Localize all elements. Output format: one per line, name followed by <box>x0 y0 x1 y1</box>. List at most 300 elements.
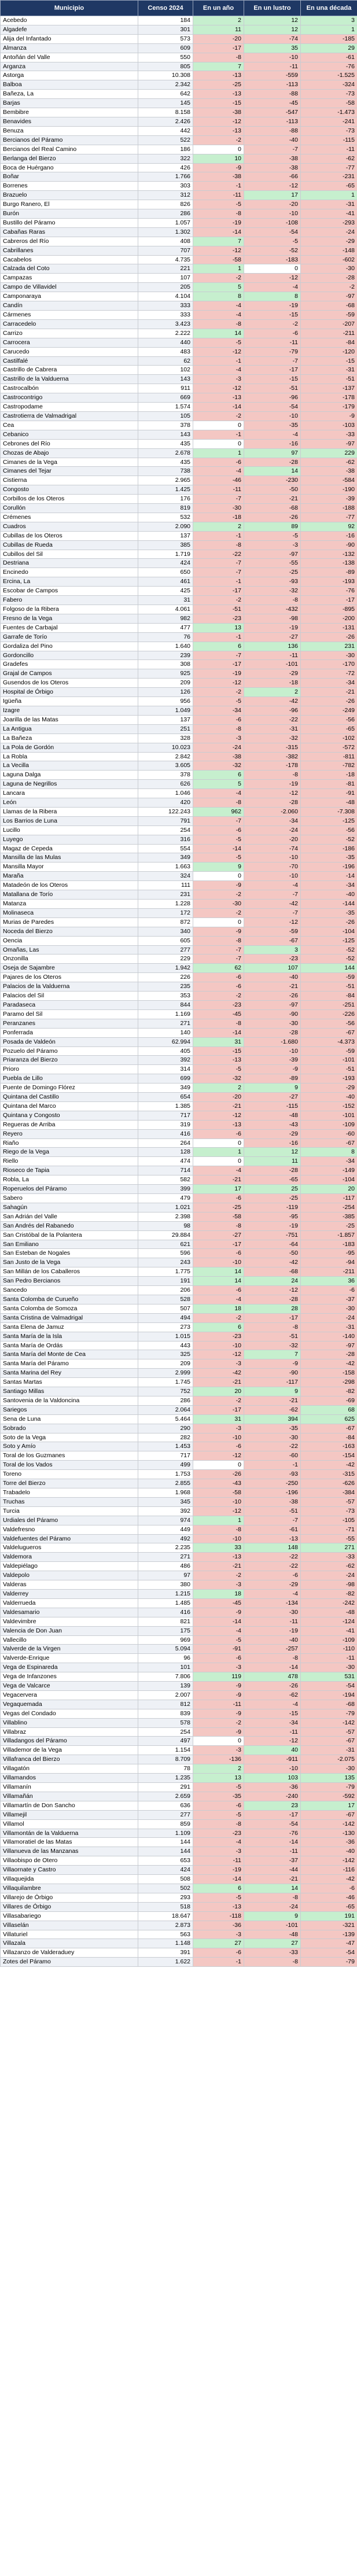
cell-anio: -9 <box>193 881 244 890</box>
cell-censo: 502 <box>138 1884 193 1893</box>
cell-municipio: Vallecillo <box>1 1635 138 1645</box>
cell-censo: 328 <box>138 734 193 743</box>
cell-anio: -23 <box>193 1829 244 1838</box>
cell-anio: -17 <box>193 1240 244 1249</box>
cell-municipio: Fuentes de Carbajal <box>1 623 138 632</box>
cell-lustro: -96 <box>244 706 301 715</box>
table-row <box>1 816 357 826</box>
cell-anio: -45 <box>193 1598 244 1608</box>
table-row <box>1 798 357 808</box>
header-municipio[interactable]: Municipio <box>1 1 138 16</box>
cell-lustro: -10 <box>244 1046 301 1056</box>
cell-municipio: Laguna Dalga <box>1 771 138 780</box>
cell-decada: -84 <box>301 1433 357 1442</box>
table-row <box>1 53 357 62</box>
cell-decada: -54 <box>301 1682 357 1691</box>
cell-lustro: -24 <box>244 826 301 835</box>
cell-municipio: Escobar de Campos <box>1 587 138 596</box>
cell-decada: -251 <box>301 1000 357 1009</box>
table-row <box>1 1341 357 1350</box>
table-row <box>1 992 357 1001</box>
cell-decada: -62 <box>301 458 357 467</box>
cell-decada: -298 <box>301 1378 357 1387</box>
cell-municipio: Matallana de Torío <box>1 890 138 900</box>
cell-lustro: -11 <box>244 1617 301 1626</box>
cell-lustro: -32 <box>244 587 301 596</box>
cell-anio: -8 <box>193 936 244 945</box>
cell-lustro: -20 <box>244 200 301 209</box>
cell-decada: -137 <box>301 384 357 393</box>
cell-anio: -6 <box>193 458 244 467</box>
cell-censo: 1.453 <box>138 1442 193 1451</box>
cell-municipio: Villamol <box>1 1819 138 1829</box>
cell-municipio: Cubillas de Rueda <box>1 540 138 550</box>
table-row <box>1 117 357 126</box>
cell-decada: -56 <box>301 715 357 724</box>
cell-anio: -8 <box>193 540 244 550</box>
cell-municipio: Murias de Paredes <box>1 917 138 927</box>
cell-decada: 625 <box>301 1414 357 1424</box>
cell-lustro: 7 <box>244 1350 301 1359</box>
cell-decada: -82 <box>301 1387 357 1396</box>
cell-censo: 229 <box>138 955 193 964</box>
cell-decada: 29 <box>301 43 357 53</box>
table-row <box>1 1589 357 1598</box>
cell-anio: 17 <box>193 1185 244 1194</box>
cell-censo: 752 <box>138 1387 193 1396</box>
cell-decada: -193 <box>301 577 357 587</box>
cell-decada: -34 <box>301 679 357 688</box>
cell-anio: -8 <box>193 1819 244 1829</box>
cell-decada: -109 <box>301 1120 357 1129</box>
cell-anio: -10 <box>193 1497 244 1506</box>
cell-censo: 1.109 <box>138 1829 193 1838</box>
cell-lustro: -24 <box>244 1902 301 1911</box>
table-row <box>1 1240 357 1249</box>
cell-censo: 844 <box>138 1000 193 1009</box>
table-row <box>1 99 357 108</box>
cell-decada: -131 <box>301 623 357 632</box>
cell-censo: 420 <box>138 798 193 808</box>
cell-lustro: -67 <box>244 936 301 945</box>
cell-lustro: -38 <box>244 163 301 172</box>
cell-lustro: -21 <box>244 1396 301 1405</box>
table-row <box>1 90 357 99</box>
table-row <box>1 1801 357 1810</box>
cell-anio: -4 <box>193 1838 244 1847</box>
cell-anio: 6 <box>193 1884 244 1893</box>
cell-lustro: -4 <box>244 430 301 439</box>
cell-censo: 3.423 <box>138 319 193 329</box>
header-en-un-lustro[interactable]: En un lustro <box>244 1 301 16</box>
cell-municipio: Valdefresno <box>1 1525 138 1534</box>
cell-municipio: Boca de Huérgano <box>1 163 138 172</box>
cell-lustro: -38 <box>244 1497 301 1506</box>
cell-anio: -6 <box>193 1801 244 1810</box>
cell-decada: -7.308 <box>301 807 357 816</box>
cell-anio: -12 <box>193 246 244 255</box>
cell-municipio: Gordaliza del Pino <box>1 642 138 651</box>
table-row <box>1 1930 357 1939</box>
cell-lustro: -14 <box>244 1663 301 1672</box>
cell-censo: 1.021 <box>138 1203 193 1212</box>
cell-lustro: -21 <box>244 495 301 504</box>
table-row <box>1 1028 357 1037</box>
cell-decada: -178 <box>301 393 357 403</box>
table-row <box>1 1249 357 1258</box>
cell-censo: 308 <box>138 660 193 669</box>
cell-municipio: Luyego <box>1 835 138 844</box>
cell-lustro: -7 <box>244 890 301 900</box>
cell-lustro: -27 <box>244 1093 301 1102</box>
cell-municipio: Carrocera <box>1 338 138 347</box>
cell-censo: 442 <box>138 126 193 135</box>
cell-lustro: -11 <box>244 338 301 347</box>
cell-municipio: Gradefes <box>1 660 138 669</box>
table-row <box>1 513 357 522</box>
cell-anio: -7 <box>193 945 244 955</box>
cell-anio: -25 <box>193 80 244 90</box>
cell-decada: -68 <box>301 1700 357 1709</box>
cell-decada: -59 <box>301 311 357 320</box>
cell-lustro: -17 <box>244 1313 301 1322</box>
cell-censo: 254 <box>138 1727 193 1737</box>
cell-censo: 205 <box>138 283 193 292</box>
cell-anio: -7 <box>193 816 244 826</box>
cell-municipio: Omañas, Las <box>1 945 138 955</box>
cell-anio: -9 <box>193 163 244 172</box>
cell-decada: -26 <box>301 917 357 927</box>
cell-censo: 911 <box>138 384 193 393</box>
cell-censo: 399 <box>138 1185 193 1194</box>
cell-lustro: -51 <box>244 1506 301 1516</box>
cell-decada: 1 <box>301 25 357 34</box>
cell-anio: -23 <box>193 614 244 623</box>
cell-lustro: -20 <box>244 835 301 844</box>
table-row <box>1 1737 357 1746</box>
cell-censo: 206 <box>138 1286 193 1295</box>
cell-censo: 717 <box>138 1111 193 1120</box>
cell-decada: -584 <box>301 476 357 485</box>
table-row <box>1 1479 357 1488</box>
cell-censo: 528 <box>138 1295 193 1304</box>
cell-municipio: Puente de Domingo Flórez <box>1 1084 138 1093</box>
cell-anio: 14 <box>193 1277 244 1286</box>
cell-censo: 4.061 <box>138 605 193 614</box>
cell-anio: -17 <box>193 43 244 53</box>
cell-anio: -13 <box>193 90 244 99</box>
cell-decada: -97 <box>301 439 357 448</box>
cell-lustro: 12 <box>244 25 301 34</box>
cell-censo: 1.228 <box>138 900 193 909</box>
cell-decada: -84 <box>301 992 357 1001</box>
cell-lustro: -25 <box>244 568 301 577</box>
cell-lustro: -22 <box>244 1562 301 1571</box>
cell-lustro: -96 <box>244 393 301 403</box>
cell-municipio: Sobrado <box>1 1424 138 1433</box>
table-row <box>1 771 357 780</box>
cell-municipio: Lancara <box>1 789 138 798</box>
cell-decada: -144 <box>301 900 357 909</box>
cell-municipio: Cimanes de la Vega <box>1 458 138 467</box>
cell-anio: -9 <box>193 927 244 936</box>
cell-municipio: Riello <box>1 1157 138 1166</box>
cell-decada: -48 <box>301 798 357 808</box>
cell-anio: -2 <box>193 890 244 900</box>
cell-anio: -19 <box>193 669 244 679</box>
cell-municipio: Cebanico <box>1 430 138 439</box>
table-row <box>1 559 357 568</box>
cell-lustro: 12 <box>244 1148 301 1157</box>
table-row <box>1 1148 357 1157</box>
table-row <box>1 1000 357 1009</box>
cell-decada: -15 <box>301 356 357 366</box>
cell-decada: -158 <box>301 1369 357 1378</box>
cell-lustro: -10 <box>244 1764 301 1774</box>
cell-municipio: Grajal de Campos <box>1 669 138 679</box>
cell-decada: -24 <box>301 1571 357 1580</box>
header-censo-2024[interactable]: Censo 2024 <box>138 1 193 16</box>
cell-decada: -26 <box>301 632 357 642</box>
cell-municipio: Villazanzo de Valderaduey <box>1 1948 138 1958</box>
cell-decada: 8 <box>301 1148 357 1157</box>
cell-decada: -116 <box>301 1866 357 1875</box>
cell-municipio: Mansilla Mayor <box>1 863 138 872</box>
table-row <box>1 34 357 43</box>
table-row <box>1 752 357 761</box>
cell-lustro: 35 <box>244 43 301 53</box>
cell-anio: -20 <box>193 34 244 43</box>
table-row <box>1 1764 357 1774</box>
cell-lustro: -90 <box>244 1009 301 1019</box>
cell-lustro: -7 <box>244 1516 301 1525</box>
cell-municipio: Palacios de la Valduerna <box>1 982 138 992</box>
cell-municipio: Villaquilambre <box>1 1884 138 1893</box>
cell-municipio: Oseja de Sajambre <box>1 964 138 973</box>
cell-anio: -21 <box>193 1101 244 1111</box>
cell-anio: -12 <box>193 1451 244 1461</box>
cell-decada: -54 <box>301 1948 357 1958</box>
table-row <box>1 1322 357 1332</box>
cell-anio: 119 <box>193 1672 244 1682</box>
cell-lustro: -88 <box>244 90 301 99</box>
cell-censo: 264 <box>138 1138 193 1148</box>
cell-decada: -89 <box>301 568 357 577</box>
cell-anio: 11 <box>193 25 244 34</box>
cell-anio: -24 <box>193 743 244 752</box>
cell-lustro: -43 <box>244 1120 301 1129</box>
cell-municipio: Valverde-Enrique <box>1 1654 138 1663</box>
table-row <box>1 577 357 587</box>
cell-decada: -124 <box>301 1617 357 1626</box>
table-row <box>1 697 357 706</box>
cell-decada: -142 <box>301 1718 357 1727</box>
table-row <box>1 126 357 135</box>
cell-censo: 596 <box>138 1249 193 1258</box>
cell-anio: -3 <box>193 1746 244 1755</box>
cell-anio: -15 <box>193 1046 244 1056</box>
cell-anio: 2 <box>193 1084 244 1093</box>
table-row <box>1 1543 357 1553</box>
cell-censo: 805 <box>138 62 193 71</box>
cell-censo: 2.235 <box>138 1543 193 1553</box>
cell-censo: 144 <box>138 1838 193 1847</box>
cell-anio: -118 <box>193 1911 244 1921</box>
table-row <box>1 724 357 734</box>
cell-decada: -97 <box>301 292 357 301</box>
cell-anio: -5 <box>193 200 244 209</box>
cell-lustro: -51 <box>244 1332 301 1341</box>
cell-anio: 13 <box>193 623 244 632</box>
cell-municipio: Torre del Bierzo <box>1 1479 138 1488</box>
cell-censo: 1.622 <box>138 1958 193 1967</box>
cell-decada: -895 <box>301 605 357 614</box>
cell-decada: -602 <box>301 255 357 264</box>
table-row <box>1 1838 357 1847</box>
cell-decada: -42 <box>301 1875 357 1884</box>
cell-censo: 18.647 <box>138 1911 193 1921</box>
table-row <box>1 743 357 752</box>
cell-censo: 3.605 <box>138 761 193 771</box>
cell-decada: -51 <box>301 982 357 992</box>
cell-municipio: Santovenia de la Valdoncina <box>1 1396 138 1405</box>
cell-anio: -23 <box>193 1332 244 1341</box>
cell-censo: 333 <box>138 301 193 311</box>
cell-municipio: Santa Cristina de Valmadrigal <box>1 1313 138 1322</box>
cell-lustro: -11 <box>244 651 301 660</box>
cell-censo: 1.766 <box>138 172 193 182</box>
cell-censo: 1.169 <box>138 1009 193 1019</box>
cell-lustro: -5 <box>244 237 301 246</box>
cell-decada: -40 <box>301 1093 357 1102</box>
cell-anio: -13 <box>193 126 244 135</box>
cell-anio: 1 <box>193 264 244 274</box>
table-row <box>1 1709 357 1718</box>
cell-lustro: -36 <box>244 1783 301 1792</box>
table-row <box>1 789 357 798</box>
table-row <box>1 1598 357 1608</box>
cell-lustro: -34 <box>244 816 301 826</box>
cell-censo: 251 <box>138 724 193 734</box>
cell-anio: -42 <box>193 1369 244 1378</box>
cell-municipio: Laguna de Negrillos <box>1 780 138 789</box>
cell-lustro: -19 <box>244 1221 301 1230</box>
cell-lustro: -45 <box>244 99 301 108</box>
table-row <box>1 1277 357 1286</box>
cell-decada: 531 <box>301 1672 357 1682</box>
table-row <box>1 651 357 660</box>
cell-lustro: -13 <box>244 1534 301 1543</box>
cell-censo: 1.663 <box>138 863 193 872</box>
cell-censo: 499 <box>138 1461 193 1470</box>
table-row <box>1 283 357 292</box>
cell-censo: 102 <box>138 366 193 375</box>
cell-decada: -110 <box>301 1645 357 1654</box>
cell-censo: 872 <box>138 917 193 927</box>
header-en-un-ano[interactable]: En un año <box>193 1 244 16</box>
cell-censo: 96 <box>138 1654 193 1663</box>
cell-municipio: San Millán de los Caballeros <box>1 1267 138 1277</box>
table-row <box>1 1019 357 1028</box>
cell-decada: -31 <box>301 1746 357 1755</box>
cell-municipio: Magaz de Cepeda <box>1 844 138 853</box>
cell-censo: 2.873 <box>138 1921 193 1930</box>
cell-municipio: Candín <box>1 301 138 311</box>
header-en-una-decada[interactable]: En una década <box>301 1 357 16</box>
cell-decada: -30 <box>301 1304 357 1313</box>
table-row <box>1 1451 357 1461</box>
cell-censo: 494 <box>138 1313 193 1322</box>
cell-anio: -2 <box>193 135 244 145</box>
cell-censo: 1.574 <box>138 403 193 412</box>
cell-lustro: -44 <box>244 1866 301 1875</box>
cell-censo: 443 <box>138 1341 193 1350</box>
cell-municipio: Cármenes <box>1 311 138 320</box>
cell-decada: -47 <box>301 1939 357 1948</box>
cell-lustro: -19 <box>244 1626 301 1635</box>
cell-anio: -22 <box>193 550 244 559</box>
cell-censo: 474 <box>138 1157 193 1166</box>
cell-municipio: Folgoso de la Ribera <box>1 605 138 614</box>
cell-municipio: Santas Martas <box>1 1378 138 1387</box>
cell-municipio: Carracedelo <box>1 319 138 329</box>
cell-municipio: Villagatón <box>1 1764 138 1774</box>
cell-censo: 380 <box>138 1580 193 1590</box>
cell-anio: -12 <box>193 117 244 126</box>
cell-lustro: -2 <box>244 319 301 329</box>
table-row <box>1 1396 357 1405</box>
cell-lustro: -93 <box>244 1470 301 1479</box>
cell-anio: -12 <box>193 384 244 393</box>
cell-anio: 1 <box>193 448 244 458</box>
cell-decada: -16 <box>301 531 357 540</box>
cell-municipio: Gusendos de los Oteros <box>1 679 138 688</box>
cell-anio: 33 <box>193 1543 244 1553</box>
cell-censo: 714 <box>138 1166 193 1175</box>
cell-lustro: -8 <box>244 1958 301 1967</box>
cell-decada: -324 <box>301 80 357 90</box>
cell-municipio: Robla, La <box>1 1175 138 1185</box>
cell-municipio: Toral de los Guzmanes <box>1 1451 138 1461</box>
cell-municipio: La Vecilla <box>1 761 138 771</box>
cell-municipio: Igüeña <box>1 697 138 706</box>
cell-censo: 2.222 <box>138 329 193 338</box>
cell-decada: -34 <box>301 1157 357 1166</box>
cell-decada: -79 <box>301 1958 357 1967</box>
cell-anio: 0 <box>193 872 244 881</box>
cell-municipio: Antoñán del Valle <box>1 53 138 62</box>
cell-municipio: Matanza <box>1 900 138 909</box>
table-row <box>1 1755 357 1764</box>
cell-anio: -6 <box>193 1286 244 1295</box>
cell-censo: 143 <box>138 375 193 384</box>
cell-municipio: Valdepiélago <box>1 1562 138 1571</box>
cell-censo: 1.235 <box>138 1774 193 1783</box>
cell-decada: -17 <box>301 596 357 605</box>
cell-censo: 461 <box>138 577 193 587</box>
cell-censo: 301 <box>138 25 193 34</box>
table-row <box>1 430 357 439</box>
cell-municipio: Camponaraya <box>1 292 138 301</box>
cell-decada: -384 <box>301 1488 357 1498</box>
cell-anio: 0 <box>193 439 244 448</box>
cell-municipio: Valderrueda <box>1 1598 138 1608</box>
table-row <box>1 1433 357 1442</box>
cell-censo: 273 <box>138 1322 193 1332</box>
cell-lustro: -50 <box>244 1249 301 1258</box>
cell-decada: -30 <box>301 651 357 660</box>
cell-anio: 20 <box>193 1387 244 1396</box>
